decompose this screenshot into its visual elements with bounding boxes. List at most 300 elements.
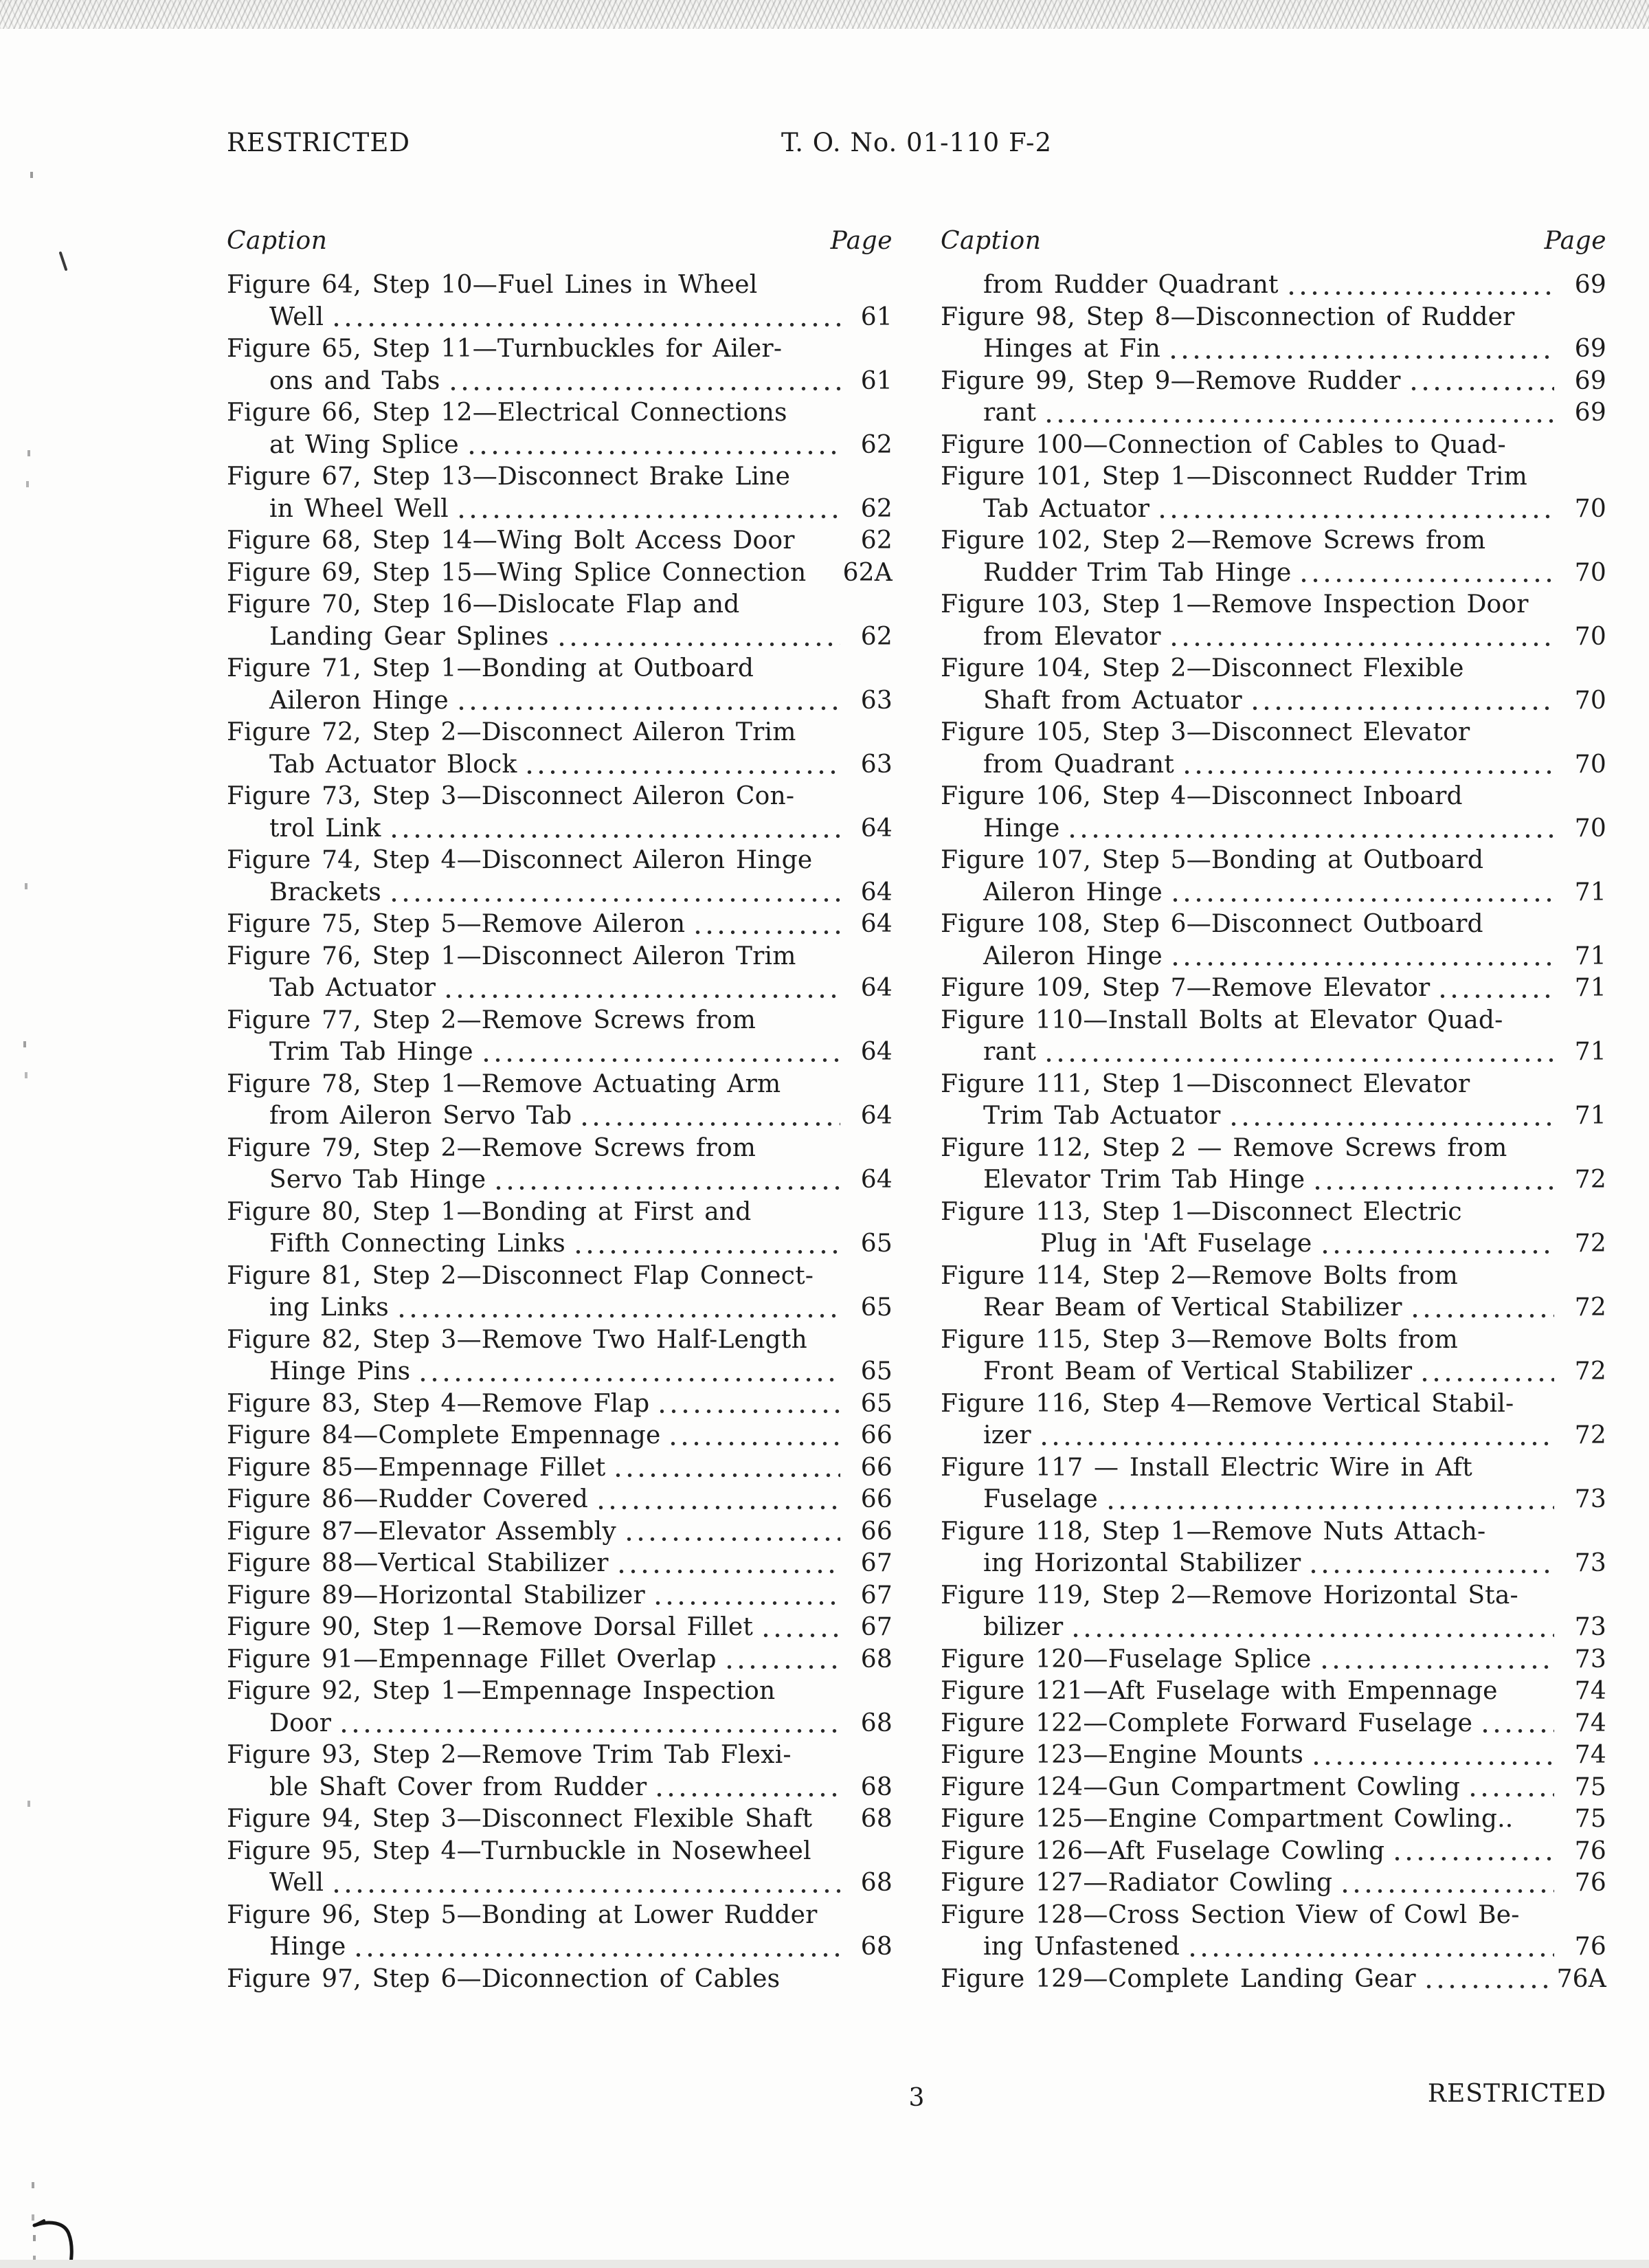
toc-line <box>941 653 1606 685</box>
toc-line-text: Figure 113, Step 1—Disconnect Electric <box>941 1197 1462 1226</box>
toc-line <box>227 1069 893 1101</box>
toc-line-text: trol Link <box>269 814 381 843</box>
toc-line <box>941 1644 1606 1676</box>
dot-leader <box>1038 1420 1554 1452</box>
dot-leader <box>1298 557 1554 590</box>
toc-line <box>227 430 893 462</box>
dot-leader <box>692 909 840 941</box>
toc-line-text: Figure 101, Step 1—Disconnect Rudder Trim <box>941 463 1527 491</box>
toc-page-number: 64 <box>860 1166 893 1194</box>
toc-line <box>227 461 893 493</box>
toc-column-right <box>941 225 1606 1995</box>
toc-line <box>941 1836 1606 1868</box>
toc-line-text: Figure 120—Fuselage Splice <box>941 1645 1312 1674</box>
toc-line-text: Figure 121—Aft Fuselage with Empennage <box>941 1677 1498 1705</box>
dot-leader <box>1228 1100 1554 1133</box>
toc-line <box>227 1452 893 1485</box>
toc-page-number: 62 <box>860 430 893 459</box>
toc-line <box>941 269 1606 302</box>
dot-leader <box>556 621 840 654</box>
toc-line-text: Brackets <box>269 878 381 907</box>
toc-line-text: rant <box>983 399 1037 427</box>
dot-leader <box>1156 493 1554 526</box>
toc-line-text: Figure 75, Step 5—Remove Aileron <box>227 910 686 938</box>
toc-line-text: Figure 89—Horizontal Stabilizer <box>227 1581 645 1610</box>
dot-leader <box>595 1484 840 1516</box>
toc-line-text: Hinges at Fin <box>983 335 1161 363</box>
toc-line <box>941 557 1606 590</box>
dot-leader <box>417 1356 840 1388</box>
toc-page-number: 66 <box>860 1421 893 1449</box>
toc-line-text: Fifth Connecting Links <box>269 1230 565 1258</box>
toc-line-text: Figure 109, Step 7—Remove Elevator <box>941 974 1431 1002</box>
scan-specks <box>0 0 3 6</box>
toc-page-number: 64 <box>860 1102 893 1130</box>
toc-line <box>227 1036 893 1069</box>
toc-line <box>227 653 893 685</box>
toc-line <box>941 1772 1606 1804</box>
toc-line <box>941 781 1606 813</box>
dot-leader <box>1310 1739 1554 1772</box>
toc-line <box>941 1324 1606 1357</box>
toc-line <box>227 1164 893 1197</box>
toc-line <box>227 1356 893 1388</box>
toc-line-text: Figure 96, Step 5—Bonding at Lower Rudder <box>227 1900 818 1929</box>
toc-line <box>941 1100 1606 1133</box>
dot-leader <box>1105 1484 1554 1516</box>
toc-line <box>941 1931 1606 1964</box>
toc-line-text: Figure 107, Step 5—Bonding at Outboard <box>941 846 1484 874</box>
dot-leader <box>760 1612 840 1644</box>
toc-page-number: 63 <box>860 686 893 715</box>
security-marking-top: RESTRICTED <box>227 128 411 157</box>
toc-line <box>227 1516 893 1548</box>
dot-leader <box>1319 1228 1554 1260</box>
toc-page-number: 65 <box>860 1389 893 1418</box>
dot-leader <box>338 1708 840 1740</box>
toc-line <box>941 1388 1606 1421</box>
toc-page-number: 73 <box>1574 1549 1606 1577</box>
dot-leader <box>330 1867 840 1900</box>
toc-page-number: 73 <box>1574 1645 1606 1674</box>
toc-page-number: 69 <box>1574 399 1606 427</box>
toc-line-text: Rear Beam of Vertical Stabilizer <box>983 1293 1402 1322</box>
toc-line <box>941 333 1606 366</box>
toc-line <box>227 1612 893 1644</box>
toc-line-text: Figure 129—Complete Landing Gear <box>941 1964 1416 1993</box>
toc-line-text: Figure 122—Complete Forward Fuselage <box>941 1709 1473 1737</box>
toc-line-text: Tab Actuator <box>269 974 436 1002</box>
toc-line <box>941 430 1606 462</box>
toc-page-number: 75 <box>1574 1805 1606 1833</box>
toc-page-number: 69 <box>1574 366 1606 395</box>
toc-line <box>941 397 1606 430</box>
dot-leader <box>1419 1356 1554 1388</box>
dot-leader <box>653 1772 840 1804</box>
toc-page-number: 76A <box>1556 1964 1606 1993</box>
toc-line <box>941 1228 1606 1260</box>
toc-line <box>941 1356 1606 1388</box>
dot-leader <box>1339 1867 1554 1900</box>
toc-line <box>941 685 1606 718</box>
toc-line <box>227 909 893 941</box>
toc-line-text: Figure 88—Vertical Stabilizer <box>227 1549 609 1577</box>
page-label: Page <box>830 227 893 255</box>
toc-line-text: Plug in 'Aft Fuselage <box>1040 1230 1312 1258</box>
toc-line-text: Figure 71, Step 1—Bonding at Outboard <box>227 654 754 682</box>
toc-page-number: 64 <box>860 878 893 907</box>
toc-line <box>941 1292 1606 1324</box>
dot-leader <box>330 302 840 334</box>
toc-line <box>227 1420 893 1452</box>
toc-page-number: 68 <box>860 1772 893 1801</box>
toc-line-text: Figure 92, Step 1—Empennage Inspection <box>227 1677 776 1705</box>
toc-line-text: rant <box>983 1038 1037 1066</box>
toc-line-text: Figure 127—Radiator Cowling <box>941 1869 1333 1897</box>
toc-line <box>227 366 893 398</box>
toc-page-number: 68 <box>860 1805 893 1833</box>
toc-line-text: Figure 115, Step 3—Remove Bolts from <box>941 1325 1458 1354</box>
toc-line <box>227 877 893 909</box>
document-number: T. O. No. 01-110 F-2 <box>781 128 1052 157</box>
toc-page-number: 66 <box>860 1485 893 1513</box>
toc-page-number: 74 <box>1574 1709 1606 1737</box>
toc-page-number: 76 <box>1574 1836 1606 1865</box>
toc-page-number: 68 <box>860 1709 893 1737</box>
toc-line-text: Trim Tab Actuator <box>983 1102 1221 1130</box>
dot-leader <box>466 430 840 462</box>
leader-spacer <box>806 557 842 590</box>
toc-line-text: Figure 112, Step 2 — Remove Screws from <box>941 1133 1507 1162</box>
dot-leader <box>652 1580 840 1612</box>
toc-line <box>227 1931 893 1964</box>
toc-page-number: 70 <box>1574 494 1606 523</box>
toc-page-number: 72 <box>1574 1230 1606 1258</box>
toc-line-text: Fuselage <box>983 1485 1098 1513</box>
dot-leader <box>524 749 840 781</box>
toc-page-number: 70 <box>1574 750 1606 779</box>
dot-leader <box>388 813 840 845</box>
toc-line-text: ons and Tabs <box>269 366 440 395</box>
toc-page-number: 72 <box>1574 1293 1606 1322</box>
toc-line-text: from Quadrant <box>983 750 1174 779</box>
toc-page-number: 70 <box>1574 814 1606 843</box>
dot-leader <box>623 1516 840 1548</box>
toc-line-text: Door <box>269 1709 332 1737</box>
toc-line-text: Figure 97, Step 6—Diconnection of Cables <box>227 1964 781 1993</box>
toc-line-text: Front Beam of Vertical Stabilizer <box>983 1357 1413 1386</box>
toc-line-text: Rudder Trim Tab Hinge <box>983 558 1292 587</box>
toc-line <box>941 493 1606 526</box>
toc-line <box>941 1036 1606 1069</box>
dot-leader <box>1437 972 1554 1005</box>
security-marking-bottom: RESTRICTED <box>1427 2080 1606 2108</box>
dot-leader <box>1467 1772 1554 1804</box>
toc-page-number: 71 <box>1574 878 1606 907</box>
toc-line <box>227 1005 893 1037</box>
toc-line <box>941 1867 1606 1900</box>
toc-line-text: Hinge <box>983 814 1060 843</box>
toc-line <box>227 813 893 845</box>
toc-page-number: 73 <box>1574 1485 1606 1513</box>
toc-line <box>941 845 1606 877</box>
toc-line <box>941 1803 1606 1836</box>
toc-line-text: Figure 90, Step 1—Remove Dorsal Fillet <box>227 1613 754 1641</box>
toc-line-text: izer <box>983 1421 1031 1449</box>
dot-leader <box>616 1548 840 1580</box>
toc-page-number: 67 <box>860 1613 893 1641</box>
toc-line <box>941 1260 1606 1293</box>
toc-line <box>941 1964 1606 1996</box>
toc-line <box>941 1197 1606 1229</box>
toc-line-text: Figure 110—Install Bolts at Elevator Quad- <box>941 1005 1503 1034</box>
toc-line-text: from Aileron Servo Tab <box>269 1102 572 1130</box>
toc-line-text: Servo Tab Hinge <box>269 1166 486 1194</box>
toc-page-number: 76 <box>1574 1869 1606 1897</box>
dot-leader <box>493 1164 840 1197</box>
toc-line-text: ble Shaft Cover from Rudder <box>269 1772 647 1801</box>
dot-leader <box>1167 333 1554 366</box>
leader-spacer <box>812 1803 849 1836</box>
page-label: Page <box>1544 227 1606 255</box>
dot-leader <box>1479 1708 1554 1740</box>
toc-line-text: Figure 83, Step 4—Remove Flap <box>227 1389 650 1418</box>
toc-line <box>941 461 1606 493</box>
dot-leader <box>1319 1644 1554 1676</box>
toc-page-number: 67 <box>860 1581 893 1610</box>
toc-page-number: 75 <box>1574 1772 1606 1801</box>
toc-page-number: 64 <box>860 910 893 938</box>
toc-page-number: 62 <box>860 494 893 523</box>
toc-line-text: Figure 93, Step 2—Remove Trim Tab Flexi- <box>227 1741 792 1769</box>
toc-line-text: Aileron Hinge <box>983 878 1163 907</box>
scan-artifact-top-edge <box>0 0 1649 29</box>
toc-line-text: Figure 119, Step 2—Remove Horizontal Sta- <box>941 1581 1518 1610</box>
toc-line-text: at Wing Splice <box>269 430 459 459</box>
toc-line-text: Figure 103, Step 1—Remove Inspection Door <box>941 590 1529 619</box>
toc-line <box>227 1228 893 1260</box>
toc-line <box>941 366 1606 398</box>
column-header-row <box>227 225 893 257</box>
toc-line-text: Shaft from Actuator <box>983 686 1242 715</box>
toc-page-number: 61 <box>860 366 893 395</box>
toc-line <box>941 525 1606 557</box>
toc-line-text: Figure 91—Empennage Fillet Overlap <box>227 1645 717 1674</box>
dot-leader <box>388 877 840 909</box>
toc-line-text: Figure 111, Step 1—Disconnect Elevator <box>941 1069 1470 1098</box>
toc-line <box>941 1452 1606 1485</box>
toc-line-text: Figure 79, Step 2—Remove Screws from <box>227 1133 756 1162</box>
toc-line-text: Figure 73, Step 3—Disconnect Aileron Con- <box>227 782 795 810</box>
toc-line-text: Figure 117 — Install Electric Wire in Aft <box>941 1453 1472 1482</box>
toc-page-number: 63 <box>860 750 893 779</box>
toc-line <box>941 1900 1606 1932</box>
toc-page-number: 66 <box>860 1517 893 1546</box>
toc-page-number: 66 <box>860 1453 893 1482</box>
toc-page-number: 71 <box>1574 1038 1606 1066</box>
toc-line <box>941 1516 1606 1548</box>
toc-line <box>227 1388 893 1421</box>
dot-leader <box>1169 941 1554 973</box>
toc-line-text: Figure 82, Step 3—Remove Two Half-Length <box>227 1325 807 1354</box>
toc-page-number: 74 <box>1574 1741 1606 1769</box>
page-header <box>227 128 1606 162</box>
toc-line <box>941 1739 1606 1772</box>
toc-line <box>227 1324 893 1357</box>
toc-line <box>227 1739 893 1772</box>
toc-line <box>227 1708 893 1740</box>
toc-line-text: ing Horizontal Stabilizer <box>983 1549 1301 1577</box>
toc-line-text: ing Unfastened <box>983 1933 1180 1961</box>
toc-line <box>941 813 1606 845</box>
dot-leader <box>1043 1036 1554 1069</box>
dot-leader <box>1423 1964 1549 1996</box>
toc-line-text: Figure 106, Step 4—Disconnect Inboard <box>941 782 1463 810</box>
toc-page-number: 74 <box>1574 1677 1606 1705</box>
toc-line <box>227 1100 893 1133</box>
dot-leader <box>723 1644 840 1676</box>
toc-line-text: Figure 76, Step 1—Disconnect Aileron Trim <box>227 942 796 970</box>
toc-line <box>941 589 1606 621</box>
toc-page-number: 62 <box>860 622 893 651</box>
toc-line-text: Well <box>269 302 324 331</box>
dot-leader <box>1181 749 1554 781</box>
toc-page-number: 71 <box>1574 974 1606 1002</box>
dot-leader <box>667 1420 840 1452</box>
toc-line <box>227 302 893 334</box>
toc-page-number: 76 <box>1574 1933 1606 1961</box>
toc-line-text: Figure 78, Step 1—Remove Actuating Arm <box>227 1069 781 1098</box>
toc-line-text: Figure 114, Step 2—Remove Bolts from <box>941 1261 1458 1290</box>
toc-line <box>941 302 1606 334</box>
leader-spacer <box>1513 1803 1562 1836</box>
dot-leader <box>447 366 840 398</box>
toc-page-number: 72 <box>1574 1166 1606 1194</box>
toc-line-text: Figure 98, Step 8—Disconnection of Rudder <box>941 302 1515 331</box>
toc-line <box>227 1484 893 1516</box>
dot-leader <box>456 493 840 526</box>
toc-line-text: Figure 94, Step 3—Disconnect Flexible Shaft <box>227 1805 813 1833</box>
toc-line-text: Figure 77, Step 2—Remove Screws from <box>227 1005 756 1034</box>
dot-leader <box>1286 269 1554 302</box>
scan-artifact-bottom-edge <box>0 2260 1649 2268</box>
toc-line-text: from Rudder Quadrant <box>983 271 1279 299</box>
toc-line-text: Figure 118, Step 1—Remove Nuts Attach- <box>941 1517 1486 1546</box>
toc-page-number: 71 <box>1574 942 1606 970</box>
toc-line-text: in Wheel Well <box>269 494 449 523</box>
toc-line-text: Figure 123—Engine Mounts <box>941 1741 1303 1769</box>
toc-page-number: 73 <box>1574 1613 1606 1641</box>
toc-line-text: Figure 126—Aft Fuselage Cowling <box>941 1836 1385 1865</box>
toc-line <box>227 1133 893 1165</box>
toc-line-text: Figure 69, Step 15—Wing Splice Connection <box>227 558 807 587</box>
toc-line-text: Figure 74, Step 4—Disconnect Aileron Hinge <box>227 846 813 874</box>
dot-leader <box>656 1388 840 1421</box>
toc-page-number: 62A <box>842 558 893 587</box>
toc-line-text: Figure 66, Step 12—Electrical Connections <box>227 399 787 427</box>
leader-spacer <box>795 525 849 557</box>
caption-label: Caption <box>227 227 328 255</box>
toc-page-number: 69 <box>1574 335 1606 363</box>
toc-line-text: Figure 70, Step 16—Dislocate Flap and <box>227 590 740 619</box>
toc-line <box>227 845 893 877</box>
toc-page-number: 62 <box>860 526 893 555</box>
dot-leader <box>1187 1931 1554 1964</box>
toc-line <box>941 1676 1606 1708</box>
toc-line <box>941 1548 1606 1580</box>
toc-line-text: Figure 125—Engine Compartment Cowling.. <box>941 1805 1514 1833</box>
toc-line <box>227 1803 893 1836</box>
toc-line-text: Figure 85—Empennage Fillet <box>227 1453 606 1482</box>
toc-line-text: Figure 65, Step 11—Turnbuckles for Ailer- <box>227 335 783 363</box>
dot-leader <box>1391 1836 1554 1868</box>
toc-line <box>227 941 893 973</box>
toc-page-number: 69 <box>1574 271 1606 299</box>
toc-line <box>941 621 1606 654</box>
toc-line <box>941 1580 1606 1612</box>
toc-line <box>227 1867 893 1900</box>
toc-page-number: 70 <box>1574 686 1606 715</box>
toc-line <box>227 589 893 621</box>
dot-leader <box>1249 685 1554 718</box>
toc-line-text: Elevator Trim Tab Hinge <box>983 1166 1305 1194</box>
dot-leader <box>352 1931 840 1964</box>
toc-line-text: Well <box>269 1869 324 1897</box>
toc-list <box>941 269 1606 1995</box>
toc-line <box>227 557 893 590</box>
toc-line <box>941 717 1606 749</box>
toc-page-number: 68 <box>860 1645 893 1674</box>
toc-page-number: 68 <box>860 1869 893 1897</box>
toc-line <box>227 1644 893 1676</box>
dot-leader <box>572 1228 840 1260</box>
toc-line <box>227 333 893 366</box>
toc-page-number: 64 <box>860 814 893 843</box>
toc-line <box>227 749 893 781</box>
toc-line-text: Figure 81, Step 2—Disconnect Flap Connect- <box>227 1261 814 1290</box>
toc-line <box>227 1900 893 1932</box>
toc-line <box>227 1292 893 1324</box>
toc-line <box>227 1580 893 1612</box>
dot-leader <box>1168 621 1554 654</box>
toc-line-text: Landing Gear Splines <box>269 622 549 651</box>
toc-line <box>941 1708 1606 1740</box>
toc-line <box>941 1133 1606 1165</box>
dot-leader <box>396 1292 840 1324</box>
toc-line-text: Figure 68, Step 14—Wing Bolt Access Door <box>227 526 795 555</box>
toc-line <box>941 1069 1606 1101</box>
toc-list <box>227 269 893 1995</box>
toc-page-number: 72 <box>1574 1421 1606 1449</box>
toc-line <box>227 1548 893 1580</box>
toc-line-text: ing Links <box>269 1293 389 1322</box>
toc-line <box>227 269 893 302</box>
toc-page-number: 70 <box>1574 558 1606 587</box>
toc-page-number: 61 <box>860 302 893 331</box>
toc-line-text: Figure 95, Step 4—Turnbuckle in Nosewheel <box>227 1836 811 1865</box>
dot-leader <box>579 1100 840 1133</box>
toc-page-number: 64 <box>860 1038 893 1066</box>
toc-column-left <box>227 225 893 1995</box>
toc-page-number: 67 <box>860 1549 893 1577</box>
toc-line <box>941 909 1606 941</box>
dot-leader <box>442 972 840 1005</box>
toc-page-number: 65 <box>860 1230 893 1258</box>
toc-line-text: Aileron Hinge <box>269 686 449 715</box>
toc-line <box>941 1612 1606 1644</box>
toc-line <box>227 717 893 749</box>
toc-line-text: Figure 80, Step 1—Bonding at First and <box>227 1197 752 1226</box>
